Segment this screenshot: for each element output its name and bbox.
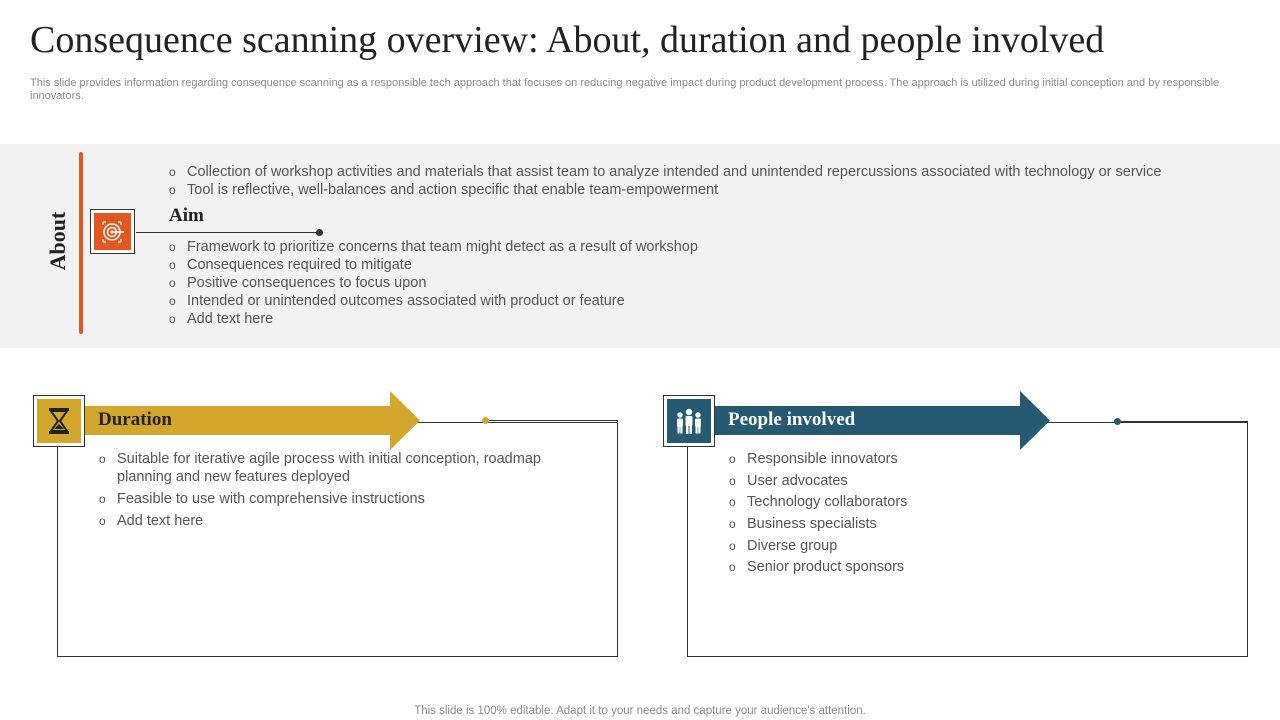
list-item: o Diverse group [729,537,907,555]
list-item: o Positive consequences to focus upon [169,274,698,292]
about-label: About [45,211,70,271]
people-list [729,450,907,580]
hourglass-icon [37,399,81,443]
list-item: o Add text here [99,512,579,530]
duration-connector-line [486,420,617,421]
footer-note: This slide is 100% editable. Adapt it to your needs and capture your audience's attention. [414,705,866,717]
list-item: o Framework to prioritize concerns that team might detect as a result of workshop [169,238,698,256]
list-item: o Suitable for iterative agile process with initial conception, roadmap planning and new features deployed [99,450,579,486]
about-top-list [169,163,1161,199]
people-icon-frame [663,395,715,447]
about-accent-bar [79,152,83,334]
list-item: o User advocates [729,472,907,490]
people-heading: People involved [728,409,856,430]
list-item: o Feasible to use with comprehensive instructions [99,490,579,508]
list-item: o Technology collaborators [729,493,907,511]
aim-connector-dot [316,229,323,236]
list-item: o Senior product sponsors [729,558,907,576]
duration-icon-frame [33,395,85,447]
page-subtitle: This slide provides information regarding consequence scanning as a responsible tech approach that focuses on reducing negative impact during product development process. The approach is utilized during initial conception and by responsible innovators. [30,77,1220,102]
page-title: Consequence scanning overview: About, duration and people involved [30,19,1105,61]
duration-list [99,450,579,534]
list-item: o Collection of workshop activities and materials that assist team to analyze intended and unintended repercussions associated with technology or service [169,163,1161,181]
group-icon [667,399,711,443]
aim-icon-frame [90,209,135,254]
list-item: o Intended or unintended outcomes associated with product or feature [169,292,698,310]
target-icon [94,213,131,250]
list-item: o Business specialists [729,515,907,533]
people-connector-dot [1114,418,1121,425]
list-item: o Tool is reflective, well-balances and action specific that enable team-empowerment [169,181,1161,199]
duration-heading: Duration [98,409,172,430]
aim-connector-line [136,232,319,233]
list-item: o Add text here [169,310,698,328]
duration-connector-dot [482,417,489,424]
aim-list [169,238,698,328]
list-item: o Responsible innovators [729,450,907,468]
people-connector-line [1118,421,1248,422]
aim-heading: Aim [169,205,204,226]
list-item: o Consequences required to mitigate [169,256,698,274]
